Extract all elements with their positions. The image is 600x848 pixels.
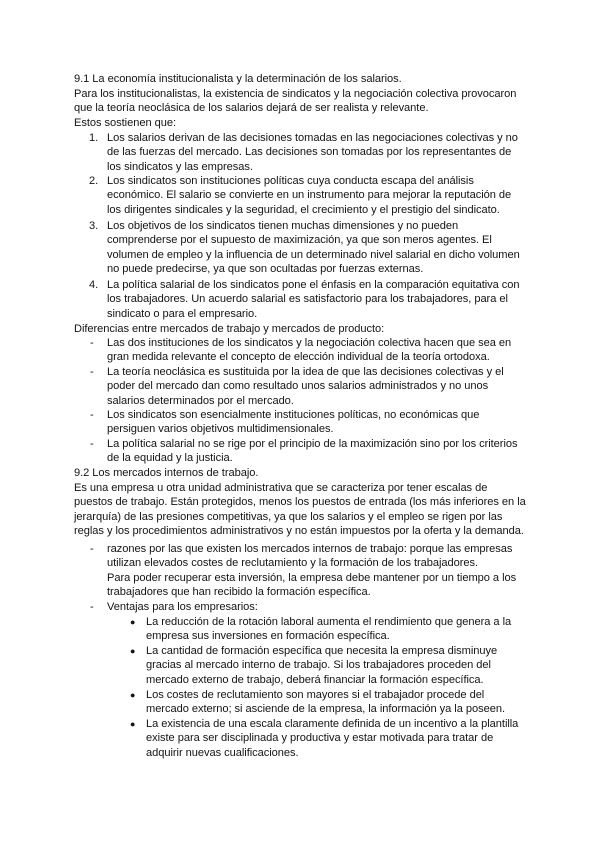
list-item: La teoría neoclásica es sustituida por la idea de que las decisiones colectivas y el poder del mercado dan como resultado unos salarios administrados y no unos salarios determinados por el mercado. bbox=[107, 366, 504, 407]
list-item: Los objetivos de los sindicatos tienen muchas dimensiones y no pueden comprenderse por el supuesto de maximización, ya que son meros agentes. El volumen de empleo y la influencia de un determinado nivel salarial en dicho volumen no puede predecirse, ya que son ocultadas por fuerzas externas. bbox=[107, 220, 520, 276]
reasons-continuation: Para poder recuperar esta inversión, la empresa debe mantener por un tiempo a los trabajadores que han recibido la formación específica. bbox=[107, 572, 517, 599]
list-number: 3. bbox=[89, 220, 99, 232]
bullet-marker: ● bbox=[130, 617, 136, 627]
list-number: 2. bbox=[89, 175, 99, 187]
list-number: 1. bbox=[89, 132, 99, 144]
section-2-intro: Es una empresa u otra unidad administrativa que se caracteriza por tener escalas de puestos de trabajo. Están protegidos, menos los puestos de entrada (los más inferiores en la jerarquía) de las presiones competitivas, ya que los salarios y el empleo se rigen por las reglas y los procedimientos administrativos y no están impuestos por la oferta y la demanda. bbox=[74, 482, 526, 538]
list-item: La política salarial no se rige por el principio de la maximización sino por los criterios de la equidad y la justicia. bbox=[107, 438, 518, 465]
dash-marker: - bbox=[90, 438, 94, 450]
section-2-heading: 9.2 Los mercados internos de trabajo. bbox=[74, 467, 259, 479]
section-1-lead: Estos sostienen que: bbox=[74, 117, 176, 129]
bullet-marker: ● bbox=[130, 690, 136, 700]
bullet-marker: ● bbox=[130, 646, 136, 656]
dash-marker: - bbox=[90, 543, 94, 555]
list-item: Las dos instituciones de los sindicatos y la negociación colectiva hacen que sea en gran medida relevante el concepto de elección individual de la teoría ortodoxa. bbox=[107, 337, 512, 364]
list-item: Los salarios derivan de las decisiones tomadas en las negociaciones colectivas y no de las fuerzas del mercado. Las decisiones son tomadas por los representantes de los sindicatos y las empresas. bbox=[107, 132, 518, 173]
dash-marker: - bbox=[90, 409, 94, 421]
advantages-heading: Ventajas para los empresarios: bbox=[107, 601, 258, 613]
list-item: La existencia de una escala claramente definida de un incentivo a la plantilla existe para ser disciplinada y productiva y estar motivada para tratar de adquirir nuevas cualificaciones. bbox=[146, 718, 519, 759]
list-item: Los sindicatos son esencialmente instituciones políticas, no económicas que persiguen varios objetivos multidimensionales. bbox=[107, 409, 480, 436]
dash-marker: - bbox=[90, 601, 94, 613]
list-item: La reducción de la rotación laboral aumenta el rendimiento que genera a la empresa sus inversiones en formación específica. bbox=[146, 616, 512, 643]
bullet-marker: ● bbox=[130, 719, 136, 729]
list-item: Los costes de reclutamiento son mayores si el trabajador procede del mercado externo; si asciende de la empresa, la información ya la poseen. bbox=[146, 689, 505, 716]
dash-marker: - bbox=[90, 366, 94, 378]
section-1-intro: Para los institucionalistas, la existencia de sindicatos y la negociación colectiva provocaron que la teoría neoclásica de los salarios dejará de ser realista y relevante. bbox=[74, 88, 517, 115]
reasons-item: razones por las que existen los mercados internos de trabajo: porque las empresas utilizan elevados costes de reclutamiento y la formación de los trabajadores. bbox=[107, 543, 513, 570]
list-item: La cantidad de formación específica que necesita la empresa disminuye gracias al mercado interno de trabajo. Si los trabajadores proceden del mercado externo de trabajo, deberá financiar la formación específica. bbox=[146, 645, 498, 686]
list-item: La política salarial de los sindicatos pone el énfasis en la comparación equitativa con los trabajadores. Un acuerdo salarial es satisfactorio para los trabajadores, para el sindicato o para el empresario. bbox=[107, 279, 520, 320]
list-number: 4. bbox=[89, 279, 99, 291]
dash-marker: - bbox=[90, 337, 94, 349]
differences-heading: Diferencias entre mercados de trabajo y mercados de producto: bbox=[74, 323, 385, 335]
list-item: Los sindicatos son instituciones políticas cuya conducta escapa del análisis económico. El salario se convierte en un instrumento para mejorar la reputación de los dirigentes sindicales y la seguridad, el crecimiento y el prestigio del sindicato. bbox=[107, 175, 512, 216]
section-1-heading: 9.1 La economía institucionalista y la determinación de los salarios. bbox=[74, 73, 402, 85]
